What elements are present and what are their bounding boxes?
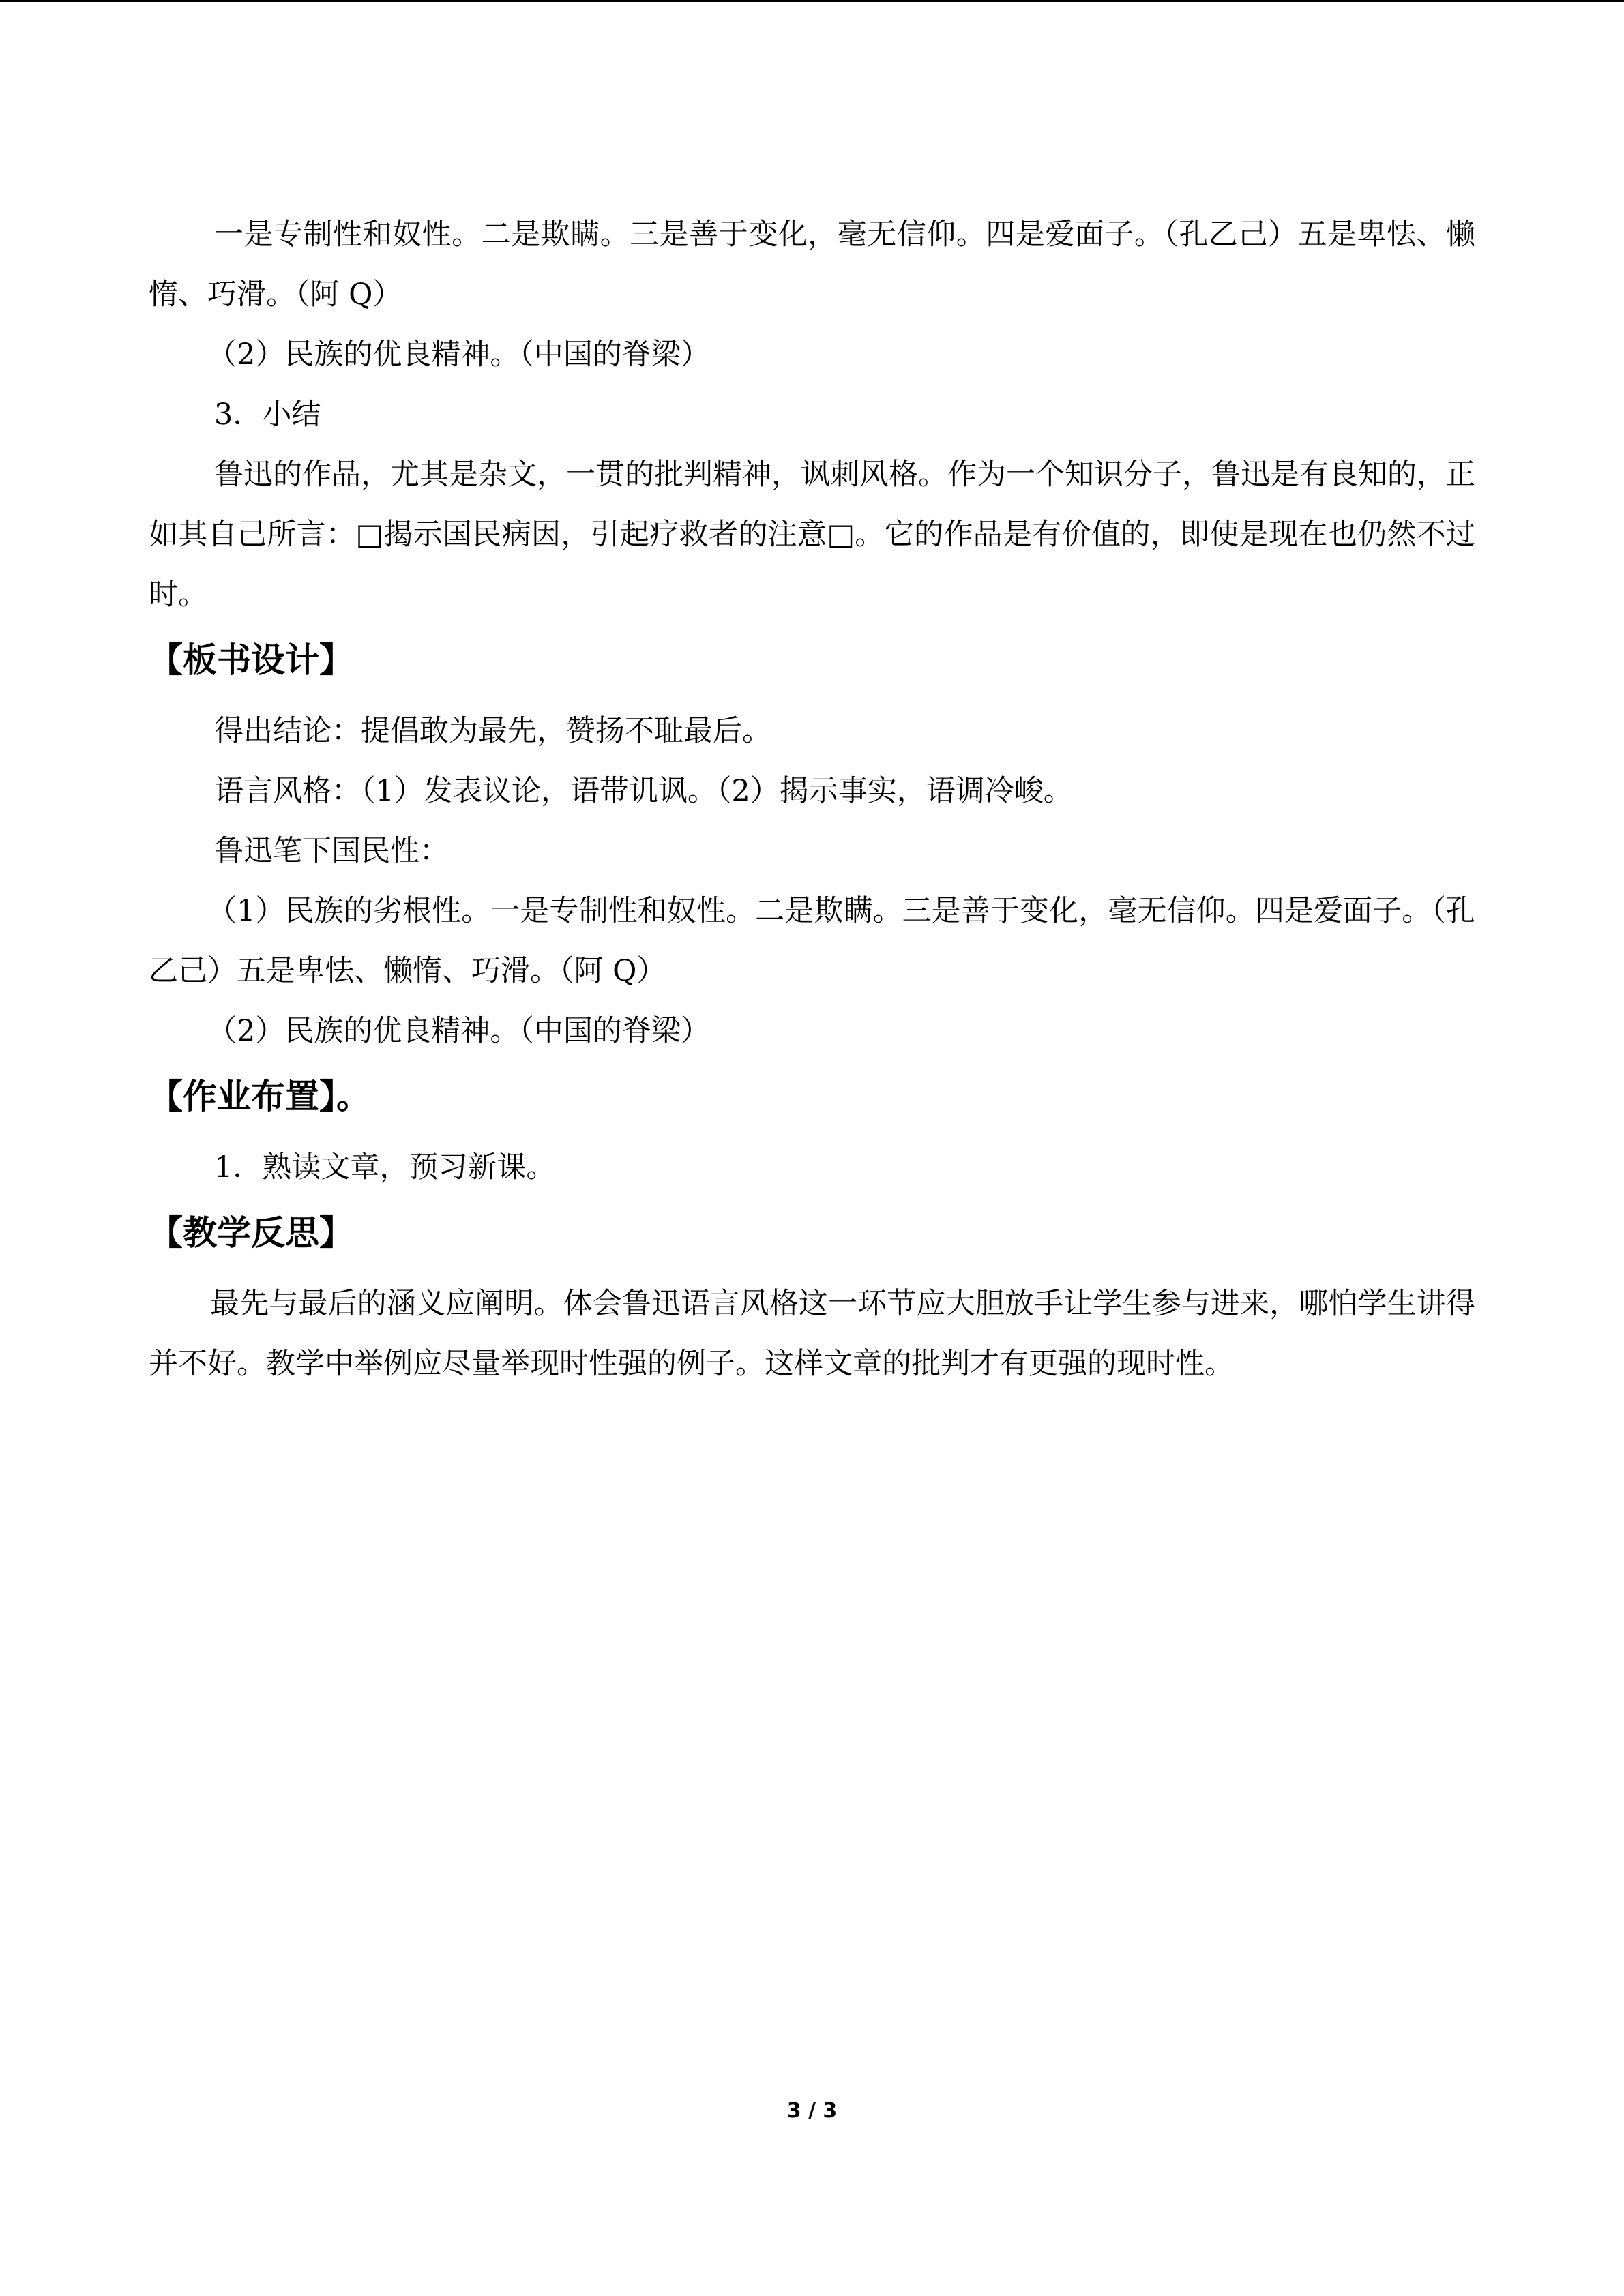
paragraph-fine-spirit: （2）民族的优良精神。（中国的脊梁） — [207, 338, 710, 372]
heading-homework: 【作业布置】。 — [149, 1077, 370, 1116]
homework-line: 1．熟读文章，预习新课。 — [214, 1150, 556, 1184]
heading-teaching-reflection: 【教学反思】 — [149, 1213, 353, 1253]
board-line-fine-spirit: （2）民族的优良精神。（中国的脊梁） — [207, 1014, 710, 1048]
board-line-conclusion: 得出结论：提倡敢为最先，赞扬不耻最后。 — [214, 714, 771, 748]
board-line-inferiority: （1）民族的劣根性。一是专制性和奴性。二是欺瞒。三是善于变化，毫无信仰。四是爱面子。（孔乙己）五是卑怯、懒惰、巧滑。（阿 Q） — [149, 894, 1475, 988]
page-number: 3 / 3 — [786, 2099, 838, 2123]
paragraph-inferiority-traits: 一是专制性和奴性。二是欺瞒。三是善于变化，毫无信仰。四是爱面子。（孔乙己）五是卑怯、懒惰、巧滑。（阿 Q） — [149, 218, 1475, 312]
paragraph-summary-label: 3．小结 — [214, 398, 321, 432]
board-line-national-character: 鲁迅笔下国民性： — [214, 834, 449, 868]
heading-board-design: 【板书设计】 — [149, 640, 353, 680]
page-top-border — [0, 0, 1624, 2]
board-line-style: 语言风格：（1）发表议论，语带讥讽。（2）揭示事实，语调冷峻。 — [214, 774, 1073, 808]
paragraph-summary: 鲁迅的作品，尤其是杂文，一贯的批判精神，讽刺风格。作为一个知识分子，鲁迅是有良知的，正如其自己所言：□揭示国民病因，引起疗救者的注意□。它的作品是有价值的，即使是现在也仍然不过时。 — [149, 458, 1475, 612]
reflection-paragraph: 最先与最后的涵义应阐明。体会鲁迅语言风格这一环节应大胆放手让学生参与进来，哪怕学生讲得并不好。教学中举例应尽量举现时性强的例子。这样文章的批判才有更强的现时性。 — [149, 1287, 1475, 1381]
document-body — [149, 205, 1475, 1394]
